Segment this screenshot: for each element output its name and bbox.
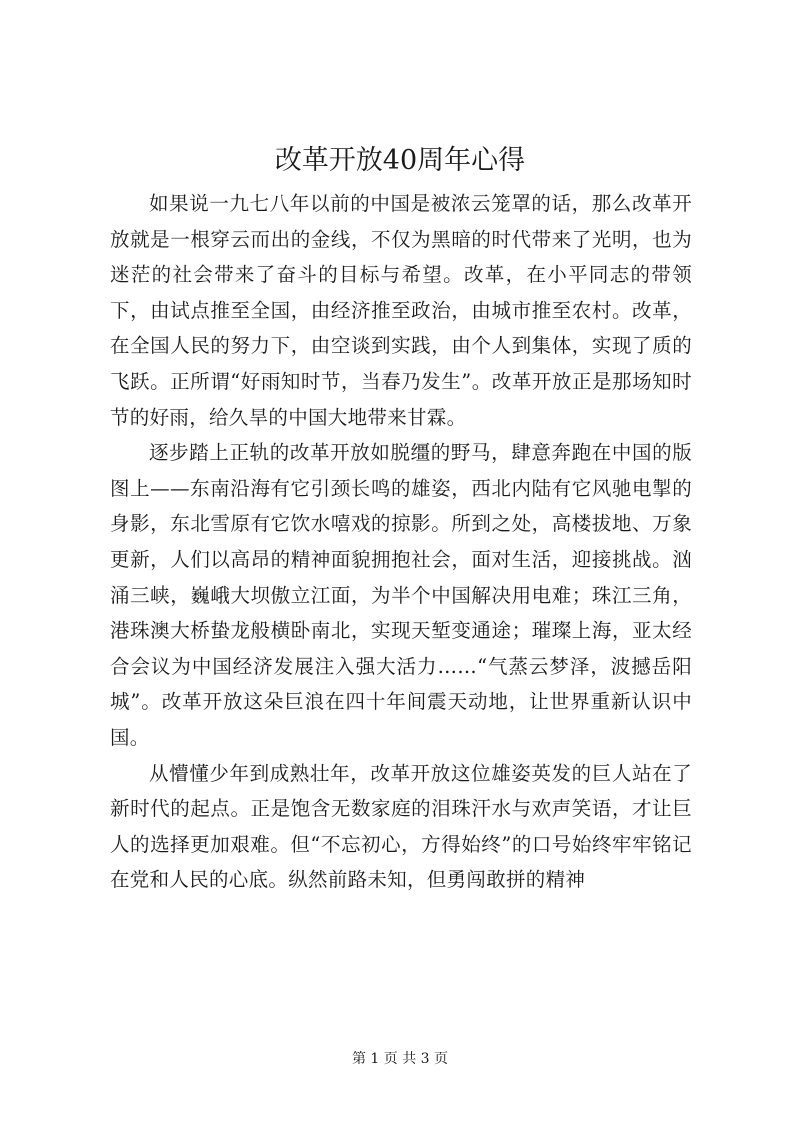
document-title: 改革开放40周年心得 — [274, 145, 526, 176]
paragraph-3: 从懵懂少年到成熟壮年，改革开放这位雄姿英发的巨人站在了新时代的起点。正是饱含无数家庭的泪珠汗水与欢声笑语，才让巨人的选择更加艰难。但“不忘初心，方得始终”的口号始终牢牢铭记在党和人民的心底。纵然前路未知，但勇闯敢拼的精神 — [110, 761, 692, 892]
document-body — [110, 186, 692, 898]
page-footer: 第 1 页 共 3 页 — [351, 1051, 449, 1067]
paragraph-1: 如果说一九七八年以前的中国是被浓云笼罩的话，那么改革开放就是一根穿云而出的金线，不仅为黑暗的时代带来了光明，也为迷茫的社会带来了奋斗的目标与希望。改革，在小平同志的带领下，由试点推至全国，由经济推至政治，由城市推至农村。改革，在全国人民的努力下，由空谈到实践，由个人到集体，实现了质的飞跃。正所谓“好雨知时节，当春乃发生”。改革开放正是那场知时节的好雨，给久旱的中国大地带来甘霖。 — [110, 192, 692, 429]
paragraph-2: 逐步踏上正轨的改革开放如脱缰的野马，肆意奔跑在中国的版图上——东南沿海有它引颈长鸣的雄姿，西北内陆有它风驰电掣的身影，东北雪原有它饮水嘻戏的掠影。所到之处，高楼拔地、万象更新，人们以高昂的精神面貌拥抱社会，面对生活，迎接挑战。汹涌三峡，巍峨大坝傲立江面，为半个中国解决用电难；珠江三角，港珠澳大桥蛰龙般横卧南北，实现天堑变通途；璀璨上海，亚太经合会议为中国经济发展注入强大活力……“气蒸云梦泽，波撼岳阳城”。改革开放这朵巨浪在四十年间震天动地，让世界重新认识中国。 — [110, 441, 692, 749]
